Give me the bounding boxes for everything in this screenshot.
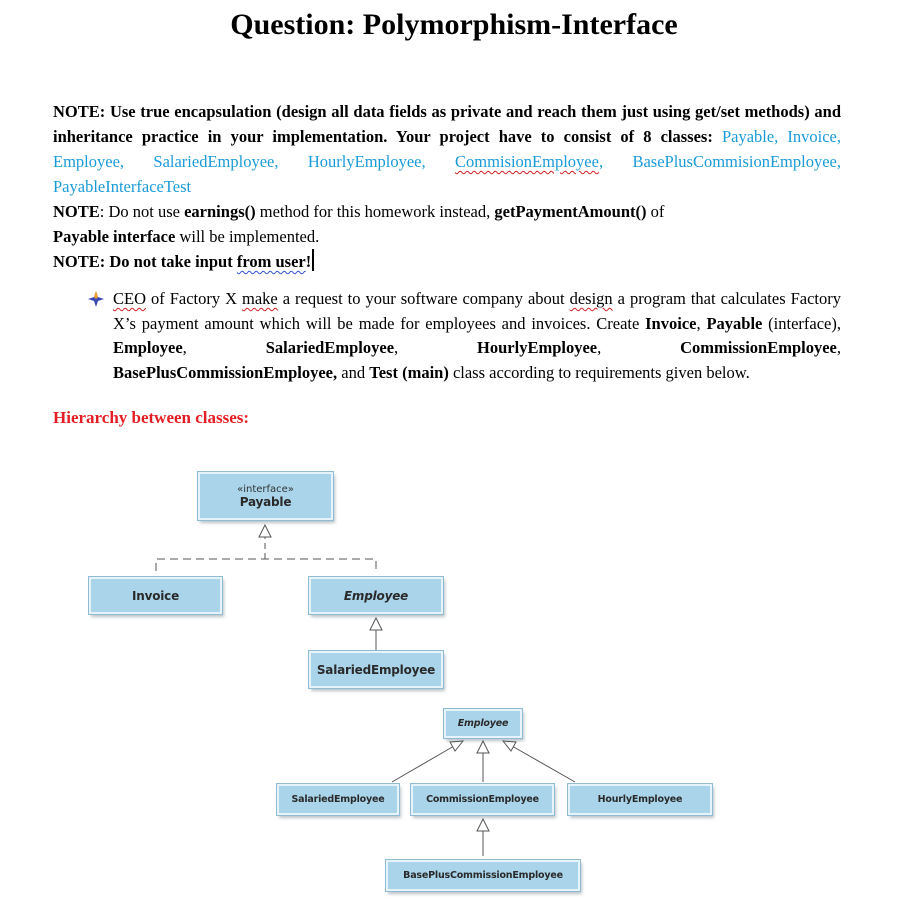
- ceo-text-run: (interface),: [762, 313, 841, 333]
- payable-interface-box: [198, 472, 333, 520]
- inheritance-arrowhead: [503, 741, 516, 751]
- ceo-class-name: Payable: [706, 313, 763, 333]
- baseplus-commission-employee-label: BasePlusCommissionEmployee: [403, 870, 563, 881]
- inheritance-arrowhead: [477, 819, 489, 831]
- payable-label: Payable: [239, 494, 292, 509]
- ceo-text-run: ,: [597, 338, 681, 357]
- ceo-text-run: a program that calculates Factory X’s payment amount which will be made for employees and invoices. Create: [113, 289, 842, 333]
- inheritance-arrowhead: [477, 741, 489, 753]
- note-text: of: [646, 202, 665, 221]
- ceo-text-run: ,: [394, 338, 478, 357]
- ceo-class-name: SalariedEmployee: [265, 338, 395, 357]
- commission-employee-label: CommissionEmployee: [426, 794, 539, 805]
- stereotype-label: «interface»: [237, 483, 294, 495]
- note-underlined: from user: [236, 252, 306, 271]
- employee-box-2: [444, 709, 522, 738]
- employee-label: Employee: [457, 718, 509, 729]
- hierarchy-heading: Hierarchy between classes:: [53, 408, 250, 427]
- inheritance-line: [512, 746, 575, 782]
- note-text: : Do not use: [99, 202, 185, 221]
- invoice-box: [89, 577, 222, 614]
- note-text: NOTE: Do not take input: [53, 252, 237, 271]
- ceo-class-name: HourlyEmployee: [477, 338, 598, 357]
- note-method-earnings: earnings(): [184, 202, 256, 221]
- page-title: Question: Polymorphism-Interface: [230, 8, 678, 41]
- inheritance-arrowhead: [450, 741, 463, 751]
- class-list-part-a: Payable, Invoice, Employee, SalariedEmployee, HourlyEmployee,: [53, 127, 841, 171]
- ceo-class-name: CommissionEmployee: [680, 338, 837, 357]
- note-method-getpayment: getPaymentAmount(): [494, 202, 647, 221]
- commission-employee-box: [411, 784, 554, 815]
- note-label: NOTE: [53, 202, 100, 221]
- employee-label: Employee: [343, 588, 409, 603]
- ceo-text-run: class according to requirements given below.: [448, 362, 750, 382]
- class-list-misspelled: CommisionEmployee: [455, 152, 599, 171]
- note-payable-interface: Payable interface: [53, 227, 176, 246]
- ceo-text-run: ,: [836, 338, 841, 357]
- class-list-part-b: , BasePlusCommisionEmployee, PayableInterfaceTest: [53, 152, 841, 196]
- note-text: !: [305, 252, 312, 271]
- inheritance-arrowhead: [370, 618, 382, 630]
- ceo-text-run: ,: [182, 338, 266, 357]
- note-text: will be implemented.: [175, 227, 320, 246]
- hourly-employee-label: HourlyEmployee: [597, 794, 683, 805]
- ceo-text-run: a request to your software company about: [277, 289, 570, 308]
- ceo-word: CEO: [113, 289, 146, 308]
- employee-box: [309, 577, 443, 614]
- salaried-employee-box-2: [277, 784, 399, 815]
- salaried-employee-label: SalariedEmployee: [316, 662, 436, 677]
- ceo-word: design: [569, 289, 613, 308]
- ceo-class-name: Employee: [113, 338, 183, 357]
- hourly-employee-box: [568, 784, 712, 815]
- note-text: method for this homework instead,: [255, 202, 495, 221]
- ceo-class-name: Test (main): [369, 362, 449, 382]
- ceo-class-name: Invoice: [645, 313, 697, 333]
- ceo-text-run: ,: [696, 313, 707, 333]
- salaried-employee-box: [309, 651, 443, 688]
- ceo-text-run: of Factory X: [146, 289, 242, 308]
- inheritance-line: [392, 746, 454, 782]
- ceo-word: make: [242, 289, 278, 308]
- ceo-text-run: and: [337, 362, 370, 382]
- baseplus-commission-employee-box: [386, 860, 580, 891]
- salaried-employee-label: SalariedEmployee: [291, 794, 385, 805]
- ceo-class-name: BasePlusCommissionEmployee,: [113, 362, 338, 382]
- note-encapsulation-text: NOTE: Use true encapsulation (design all data fields as private and reach them just using get/set methods) and inheritance practice in your implementation. Your project have to consist of 8 classes:: [53, 102, 841, 146]
- invoice-label: Invoice: [131, 588, 180, 603]
- inheritance-arrowhead: [259, 525, 271, 537]
- realization-dashed-line: [156, 559, 376, 571]
